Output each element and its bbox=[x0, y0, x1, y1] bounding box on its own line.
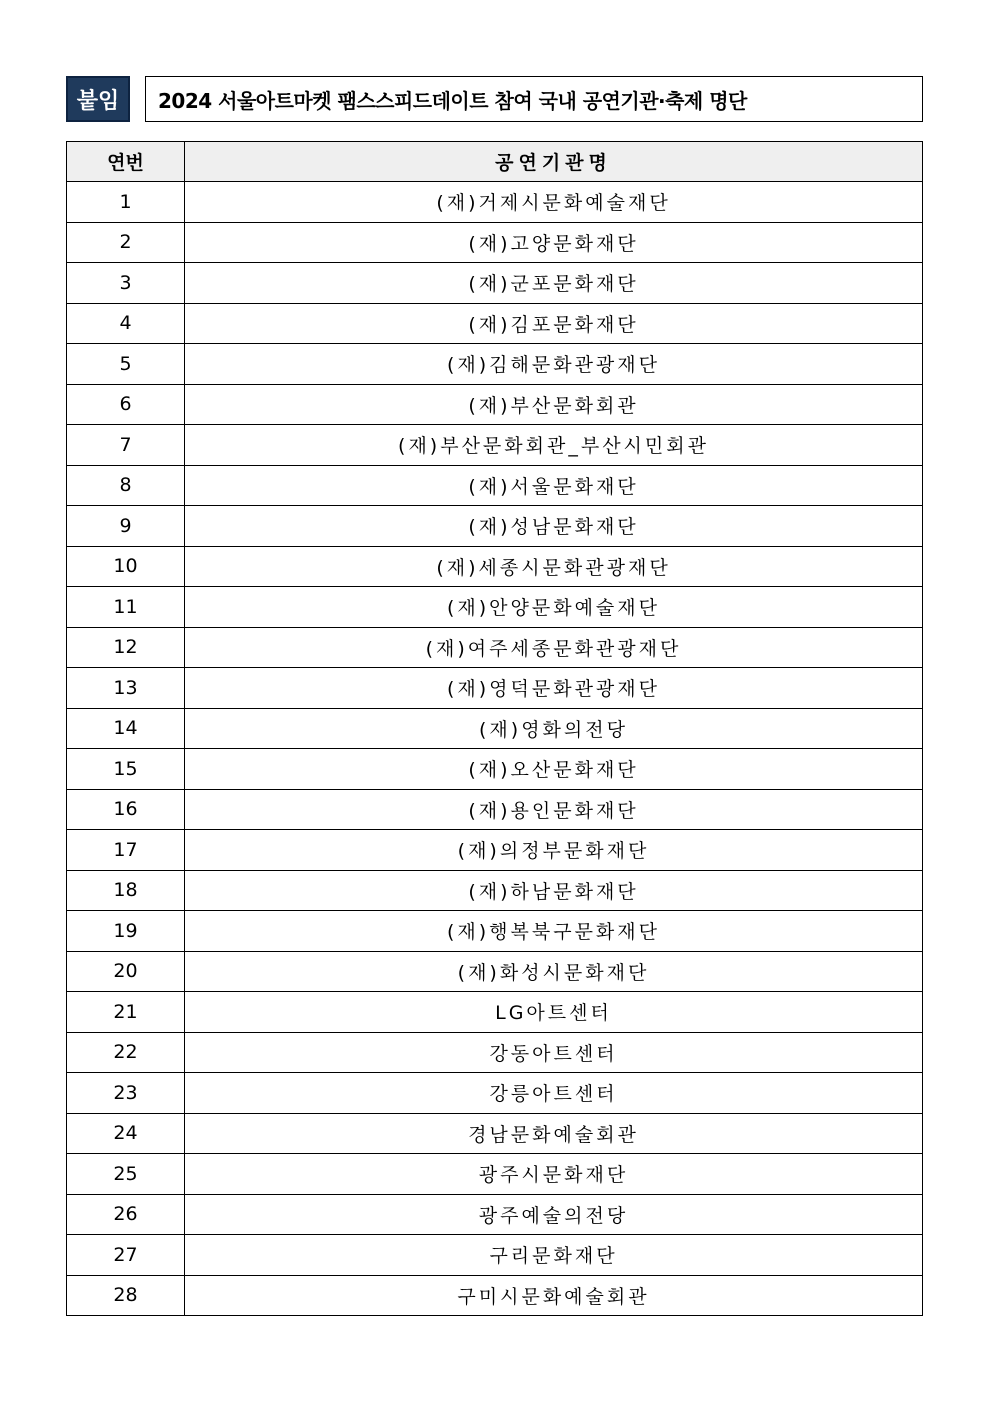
institution-name: (재)용인문화재단 bbox=[185, 789, 923, 830]
table-row bbox=[67, 222, 923, 263]
row-number: 16 bbox=[67, 789, 185, 830]
table-header-row bbox=[67, 142, 923, 182]
row-number: 19 bbox=[67, 911, 185, 952]
table-row bbox=[67, 506, 923, 547]
row-number: 22 bbox=[67, 1032, 185, 1073]
table-row bbox=[67, 992, 923, 1033]
row-number: 26 bbox=[67, 1194, 185, 1235]
institution-name: (재)여주세종문화관광재단 bbox=[185, 627, 923, 668]
table-row bbox=[67, 1275, 923, 1316]
table-row bbox=[67, 425, 923, 466]
row-number: 18 bbox=[67, 870, 185, 911]
institution-name: 구리문화재단 bbox=[185, 1235, 923, 1276]
table-row bbox=[67, 870, 923, 911]
institution-name: (재)안양문화예술재단 bbox=[185, 587, 923, 628]
institution-name: 구미시문화예술회관 bbox=[185, 1275, 923, 1316]
table-row bbox=[67, 911, 923, 952]
table-row bbox=[67, 1194, 923, 1235]
row-number: 6 bbox=[67, 384, 185, 425]
row-number: 13 bbox=[67, 668, 185, 709]
row-number: 9 bbox=[67, 506, 185, 547]
row-number: 4 bbox=[67, 303, 185, 344]
column-header-number: 연번 bbox=[67, 142, 185, 182]
table-row bbox=[67, 789, 923, 830]
table-row bbox=[67, 749, 923, 790]
row-number: 8 bbox=[67, 465, 185, 506]
institution-name: (재)고양문화재단 bbox=[185, 222, 923, 263]
row-number: 5 bbox=[67, 344, 185, 385]
table-row bbox=[67, 182, 923, 223]
attachment-badge: 붙임 bbox=[66, 76, 130, 122]
row-number: 7 bbox=[67, 425, 185, 466]
row-number: 14 bbox=[67, 708, 185, 749]
institution-name: 강릉아트센터 bbox=[185, 1073, 923, 1114]
institution-name: (재)화성시문화재단 bbox=[185, 951, 923, 992]
institution-name: 광주시문화재단 bbox=[185, 1154, 923, 1195]
table-row bbox=[67, 1073, 923, 1114]
row-number: 10 bbox=[67, 546, 185, 587]
institution-name: (재)의정부문화재단 bbox=[185, 830, 923, 871]
table-row bbox=[67, 263, 923, 304]
institution-name: (재)군포문화재단 bbox=[185, 263, 923, 304]
table-row bbox=[67, 384, 923, 425]
table-body bbox=[67, 182, 923, 1316]
institution-name: (재)김해문화관광재단 bbox=[185, 344, 923, 385]
document-header bbox=[66, 76, 923, 122]
document-title: 2024 서울아트마켓 팸스스피드데이트 참여 국내 공연기관·축제 명단 bbox=[145, 76, 923, 122]
institution-name: (재)하남문화재단 bbox=[185, 870, 923, 911]
table-row bbox=[67, 1235, 923, 1276]
table-row bbox=[67, 951, 923, 992]
institution-name: (재)영화의전당 bbox=[185, 708, 923, 749]
table-row bbox=[67, 587, 923, 628]
table-row bbox=[67, 546, 923, 587]
table-row bbox=[67, 1154, 923, 1195]
row-number: 3 bbox=[67, 263, 185, 304]
row-number: 25 bbox=[67, 1154, 185, 1195]
row-number: 2 bbox=[67, 222, 185, 263]
institution-name: 강동아트센터 bbox=[185, 1032, 923, 1073]
column-header-institution: 공연기관명 bbox=[185, 142, 923, 182]
institution-name: LG아트센터 bbox=[185, 992, 923, 1033]
table-row bbox=[67, 1113, 923, 1154]
institution-name: (재)거제시문화예술재단 bbox=[185, 182, 923, 223]
institution-name: (재)성남문화재단 bbox=[185, 506, 923, 547]
institution-name: (재)오산문화재단 bbox=[185, 749, 923, 790]
row-number: 12 bbox=[67, 627, 185, 668]
institution-name: 광주예술의전당 bbox=[185, 1194, 923, 1235]
institution-name: (재)부산문화회관_부산시민회관 bbox=[185, 425, 923, 466]
institution-name: 경남문화예술회관 bbox=[185, 1113, 923, 1154]
row-number: 24 bbox=[67, 1113, 185, 1154]
table-row bbox=[67, 668, 923, 709]
institution-name: (재)행복북구문화재단 bbox=[185, 911, 923, 952]
table-row bbox=[67, 627, 923, 668]
institution-table bbox=[66, 141, 923, 1316]
table-row bbox=[67, 830, 923, 871]
row-number: 23 bbox=[67, 1073, 185, 1114]
row-number: 11 bbox=[67, 587, 185, 628]
row-number: 15 bbox=[67, 749, 185, 790]
institution-name: (재)영덕문화관광재단 bbox=[185, 668, 923, 709]
institution-name: (재)세종시문화관광재단 bbox=[185, 546, 923, 587]
table-row bbox=[67, 344, 923, 385]
row-number: 1 bbox=[67, 182, 185, 223]
table-row bbox=[67, 1032, 923, 1073]
table-row bbox=[67, 465, 923, 506]
table-row bbox=[67, 303, 923, 344]
row-number: 21 bbox=[67, 992, 185, 1033]
institution-name: (재)김포문화재단 bbox=[185, 303, 923, 344]
row-number: 17 bbox=[67, 830, 185, 871]
row-number: 20 bbox=[67, 951, 185, 992]
row-number: 27 bbox=[67, 1235, 185, 1276]
table-row bbox=[67, 708, 923, 749]
row-number: 28 bbox=[67, 1275, 185, 1316]
institution-name: (재)서울문화재단 bbox=[185, 465, 923, 506]
institution-name: (재)부산문화회관 bbox=[185, 384, 923, 425]
